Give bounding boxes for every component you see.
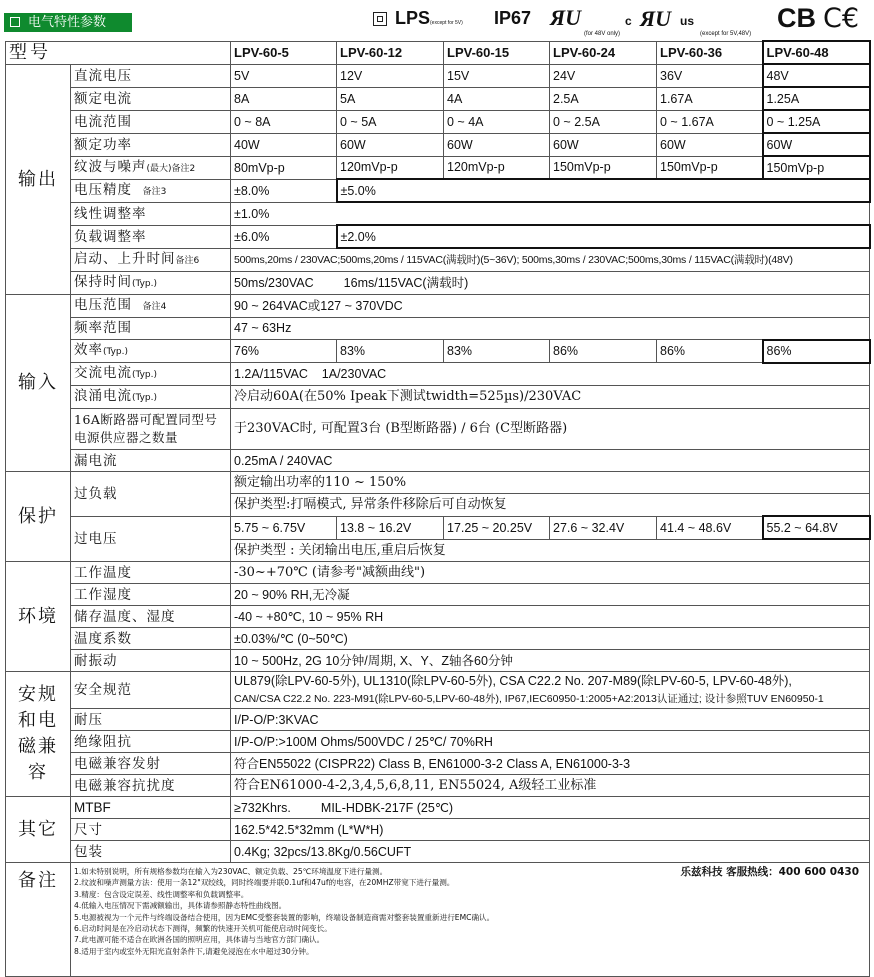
cell-value: ±5.0% — [337, 179, 870, 202]
note-item: 2.纹波和噪声测量方法：使用一条12"双绞线，同时终端要并联0.1uf和47uf的电容，在20MHZ带宽下进行量测。 — [74, 878, 455, 888]
cell-value: 5.75 ~ 6.75V — [231, 516, 337, 539]
table-row — [6, 64, 870, 87]
note-item: 4.低输入电压情况下需减额输出，具体请参照静态特性曲线图。 — [74, 901, 287, 911]
table-row — [6, 516, 870, 539]
cell-value: 60W — [657, 133, 763, 156]
svg-text:ЯU: ЯU — [640, 6, 672, 31]
row-label: 线性调整率 — [71, 202, 231, 225]
cell-value: 符合EN55022 (CISPR22) Class B, EN61000-3-2 Class A, EN61000-3-3 — [231, 753, 870, 775]
spec-table — [5, 40, 871, 977]
row-label: 工作湿度 — [71, 584, 231, 606]
square-bullet-icon — [10, 17, 20, 27]
cell-value: 83% — [337, 340, 444, 363]
cell-value: 83% — [444, 340, 550, 363]
table-row — [6, 156, 870, 179]
row-label: 储存温度、湿度 — [71, 606, 231, 628]
cell-value: 0 ~ 1.25A — [763, 110, 870, 133]
row-label: 启动、上升时间备注6 — [71, 248, 231, 271]
cell-value: 162.5*42.5*32mm (L*W*H) — [231, 819, 870, 841]
note-item: 5.电源被视为一个元件与终端设备结合使用，因为EMC受整套装置的影响，终端设备制造商需对整套装置重新进行EMC确认。 — [74, 912, 495, 922]
row-label: 电磁兼容发射 — [71, 753, 231, 775]
model-name: LPV-60-36 — [657, 41, 763, 64]
model-name: LPV-60-24 — [550, 41, 657, 64]
cell-value: 17.25 ~ 20.25V — [444, 516, 550, 539]
table-row — [6, 606, 870, 628]
model-name: LPV-60-48 — [763, 41, 870, 64]
category-input: 输入 — [6, 294, 71, 472]
category-safety-emc: 安规和电磁兼容 — [6, 672, 71, 797]
category-protection: 保护 — [6, 472, 71, 562]
row-label: 浪涌电流(Typ.) — [71, 386, 231, 409]
cell-value: ±0.03%/℃ (0~50℃) — [231, 628, 870, 650]
row-label: 工作温度 — [71, 562, 231, 584]
row-label: 交流电流(Typ.) — [71, 363, 231, 386]
row-label: 温度系数 — [71, 628, 231, 650]
table-row — [6, 584, 870, 606]
cell-value: 0.4Kg; 32pcs/13.8Kg/0.56CUFT — [231, 841, 870, 863]
table-row — [6, 340, 870, 363]
cell-value: 2.5A — [550, 87, 657, 110]
cell-value: 15V — [444, 64, 550, 87]
cell-value: 0 ~ 4A — [444, 110, 550, 133]
table-row — [6, 317, 870, 340]
model-label: 型号 — [6, 41, 231, 64]
cell-value: 150mVp-p — [763, 156, 870, 179]
cell-value: 8A — [231, 87, 337, 110]
row-label: 过电压 — [71, 516, 231, 562]
table-row — [6, 386, 870, 409]
cell-value: 1.2A/115VAC 1A/230VAC — [231, 363, 870, 386]
table-row — [6, 294, 870, 317]
cell-value: ±1.0% — [231, 202, 870, 225]
table-row — [6, 650, 870, 672]
row-label: MTBF — [71, 797, 231, 819]
cell-value: 10 ~ 500Hz, 2G 10分钟/周期, X、Y、Z轴各60分钟 — [231, 650, 870, 672]
cell-value: 40W — [231, 133, 337, 156]
cell-value: 90 ~ 264VAC或127 ~ 370VDC — [231, 294, 870, 317]
ce-mark: C€ — [823, 3, 860, 34]
double-square-icon — [373, 12, 387, 26]
cell-value: 20 ~ 90% RH,无冷凝 — [231, 584, 870, 606]
cell-value — [231, 672, 870, 709]
cell-value: 60W — [444, 133, 550, 156]
row-label: 电压范围 备注4 — [71, 294, 231, 317]
cell-value: 1.67A — [657, 87, 763, 110]
cell-value: 0 ~ 8A — [231, 110, 337, 133]
table-row — [6, 202, 870, 225]
table-row — [6, 672, 870, 709]
cell-value: ±6.0% — [231, 225, 337, 248]
table-row — [6, 179, 870, 202]
model-header-row — [6, 41, 870, 64]
category-environment: 环境 — [6, 562, 71, 672]
cul-us-mark: us — [680, 14, 695, 28]
cell-value: 60W — [550, 133, 657, 156]
cb-mark: CB — [777, 3, 816, 33]
cell-value: 120mVp-p — [337, 156, 444, 179]
cell-value: 86% — [763, 340, 870, 363]
table-row — [6, 472, 870, 494]
cell-value: 0 ~ 5A — [337, 110, 444, 133]
cell-value: -40 ~ +80℃, 10 ~ 95% RH — [231, 606, 870, 628]
row-label: 安全规范 — [71, 672, 231, 709]
cell-value: 额定输出功率的110 ~ 150% — [231, 472, 870, 494]
table-row — [6, 819, 870, 841]
cell-value: 27.6 ~ 32.4V — [550, 516, 657, 539]
row-label: 耐压 — [71, 709, 231, 731]
cell-value: 47 ~ 63Hz — [231, 317, 870, 340]
row-label: 负载调整率 — [71, 225, 231, 248]
cell-value: 1.25A — [763, 87, 870, 110]
cell-value: 50ms/230VAC 16ms/115VAC(满载时) — [231, 271, 870, 294]
cell-value: 13.8 ~ 16.2V — [337, 516, 444, 539]
table-row — [6, 363, 870, 386]
cell-value: 41.4 ~ 48.6V — [657, 516, 763, 539]
note-item: 1.如未特别说明，所有规格参数均在输入为230VAC、额定负载、25℃环境温度下进行量测。 — [74, 867, 388, 876]
table-row — [6, 409, 870, 450]
svg-text:ЯU: ЯU — [550, 5, 582, 30]
row-label: 电压精度 备注3 — [71, 179, 231, 202]
category-notes: 备注 — [6, 863, 71, 977]
model-name: LPV-60-15 — [444, 41, 550, 64]
cell-value: -30~+70℃ (请参考"减额曲线") — [231, 562, 870, 584]
table-row — [6, 753, 870, 775]
ip67-mark: IP67 — [494, 8, 532, 28]
cell-value: 120mVp-p — [444, 156, 550, 179]
cell-value: 保护类型:打嗝模式, 异常条件移除后可自动恢复 — [231, 494, 870, 517]
row-label: 绝缘阻抗 — [71, 731, 231, 753]
table-row — [6, 450, 870, 472]
row-label: 保持时间(Typ.) — [71, 271, 231, 294]
row-label: 耐振动 — [71, 650, 231, 672]
category-output: 输出 — [6, 64, 71, 294]
cell-value: 5V — [231, 64, 337, 87]
cell-value: 24V — [550, 64, 657, 87]
cell-value: 150mVp-p — [550, 156, 657, 179]
ul-note: (for 48V only) — [584, 31, 621, 37]
row-label: 直流电压 — [71, 64, 231, 87]
section-title-text: 电气特性参数 — [28, 15, 107, 30]
category-others: 其它 — [6, 797, 71, 863]
table-row — [6, 797, 870, 819]
row-label: 尺寸 — [71, 819, 231, 841]
table-row — [6, 271, 870, 294]
cell-value: 86% — [550, 340, 657, 363]
cell-value: 冷启动60A(在50% Ipeak下测试twidth=525µs)/230VAC — [231, 386, 870, 409]
row-label: 效率(Typ.) — [71, 340, 231, 363]
cell-value: 0 ~ 1.67A — [657, 110, 763, 133]
row-label: 电磁兼容抗扰度 — [71, 775, 231, 797]
cell-value: ±8.0% — [231, 179, 337, 202]
cell-value: I/P-O/P:3KVAC — [231, 709, 870, 731]
cell-value: I/P-O/P:>100M Ohms/500VDC / 25℃/ 70%RH — [231, 731, 870, 753]
table-row — [6, 628, 870, 650]
model-name: LPV-60-5 — [231, 41, 337, 64]
row-label: 漏电流 — [71, 450, 231, 472]
table-row — [6, 133, 870, 156]
cell-value: 60W — [763, 133, 870, 156]
table-row — [6, 562, 870, 584]
cell-value: 76% — [231, 340, 337, 363]
table-row — [6, 225, 870, 248]
service-hotline: 乐兹科技 客服热线：400 600 0430 — [680, 866, 859, 878]
table-row — [6, 863, 870, 977]
cell-value: ≥732Khrs. MIL-HDBK-217F (25℃) — [231, 797, 870, 819]
cell-value: 4A — [444, 87, 550, 110]
row-label: 过负载 — [71, 472, 231, 517]
header-bar — [0, 0, 874, 40]
cell-value: 60W — [337, 133, 444, 156]
lps-mark: LPS(except for 5V) — [395, 8, 463, 28]
row-label: 16A断路器可配置同型号电源供应器之数量 — [71, 409, 231, 450]
cell-value: 48V — [763, 64, 870, 87]
note-item: 7.此电源可能不适合在欧洲各国的照明应用，具体请与当地官方部门确认。 — [74, 935, 325, 945]
ul-recognized-logo — [548, 5, 586, 35]
cell-value: ±2.0% — [337, 225, 870, 248]
table-row — [6, 731, 870, 753]
table-row — [6, 841, 870, 863]
cell-value: 150mVp-p — [657, 156, 763, 179]
cell-value: 0.25mA / 240VAC — [231, 450, 870, 472]
notes-list — [71, 863, 869, 960]
note-item: 3.精度：包含设定误差、线性调整率和负载调整率。 — [74, 889, 249, 899]
cell-value: 80mVp-p — [231, 156, 337, 179]
cell-value: 55.2 ~ 64.8V — [763, 516, 870, 539]
table-row — [6, 110, 870, 133]
cell-value: 于230VAC时, 可配置3台 (B型断路器) / 6台 (C型断路器) — [231, 409, 870, 450]
cul-c-mark: c — [625, 14, 632, 28]
cell-value: 500ms,20ms / 230VAC;500ms,20ms / 115VAC(满载时)(5~36V); 500ms,30ms / 230VAC;500ms,30ms / 115VAC(满载时)(48V) — [231, 248, 870, 271]
cell-value: 0 ~ 2.5A — [550, 110, 657, 133]
row-label: 额定功率 — [71, 133, 231, 156]
table-row — [6, 248, 870, 271]
row-label: 电流范围 — [71, 110, 231, 133]
cul-note: (except for 5V,48V) — [700, 31, 752, 37]
row-label: 额定电流 — [71, 87, 231, 110]
standards-line-2: CAN/CSA C22.2 No. 223-M91(除LPV-60-5,LPV-60-48外), IP67,IEC60950-1:2005+A2:2013认证通过; 设计参照TUV EN60950-1 — [234, 693, 824, 705]
cell-value: 86% — [657, 340, 763, 363]
cell-value: 5A — [337, 87, 444, 110]
note-item: 8.适用于室内或室外无阳光直射条件下,请避免浸泡在水中超过30分钟。 — [74, 946, 314, 956]
cell-value: 36V — [657, 64, 763, 87]
cell-value: 符合EN61000-4-2,3,4,5,6,8,11, EN55024, A级轻工业标准 — [231, 775, 870, 797]
cell-value: 12V — [337, 64, 444, 87]
notes-cell — [71, 863, 870, 977]
table-row — [6, 87, 870, 110]
table-row — [6, 709, 870, 731]
table-row — [6, 775, 870, 797]
row-label: 包装 — [71, 841, 231, 863]
standards-line-1: UL879(除LPV-60-5外), UL1310(除LPV-60-5外), CSA C22.2 No. 207-M89(除LPV-60-5, LPV-60-48外), — [234, 674, 792, 688]
note-item: 6.启动时间是在冷启动状态下测得，频繁的快速开关机可能使启动时间变长。 — [74, 924, 332, 934]
model-name: LPV-60-12 — [337, 41, 444, 64]
cell-value: 保护类型 : 关闭输出电压,重启后恢复 — [231, 539, 870, 562]
row-label: 频率范围 — [71, 317, 231, 340]
section-title — [4, 13, 132, 32]
row-label: 纹波与噪声(最大)备注2 — [71, 156, 231, 179]
